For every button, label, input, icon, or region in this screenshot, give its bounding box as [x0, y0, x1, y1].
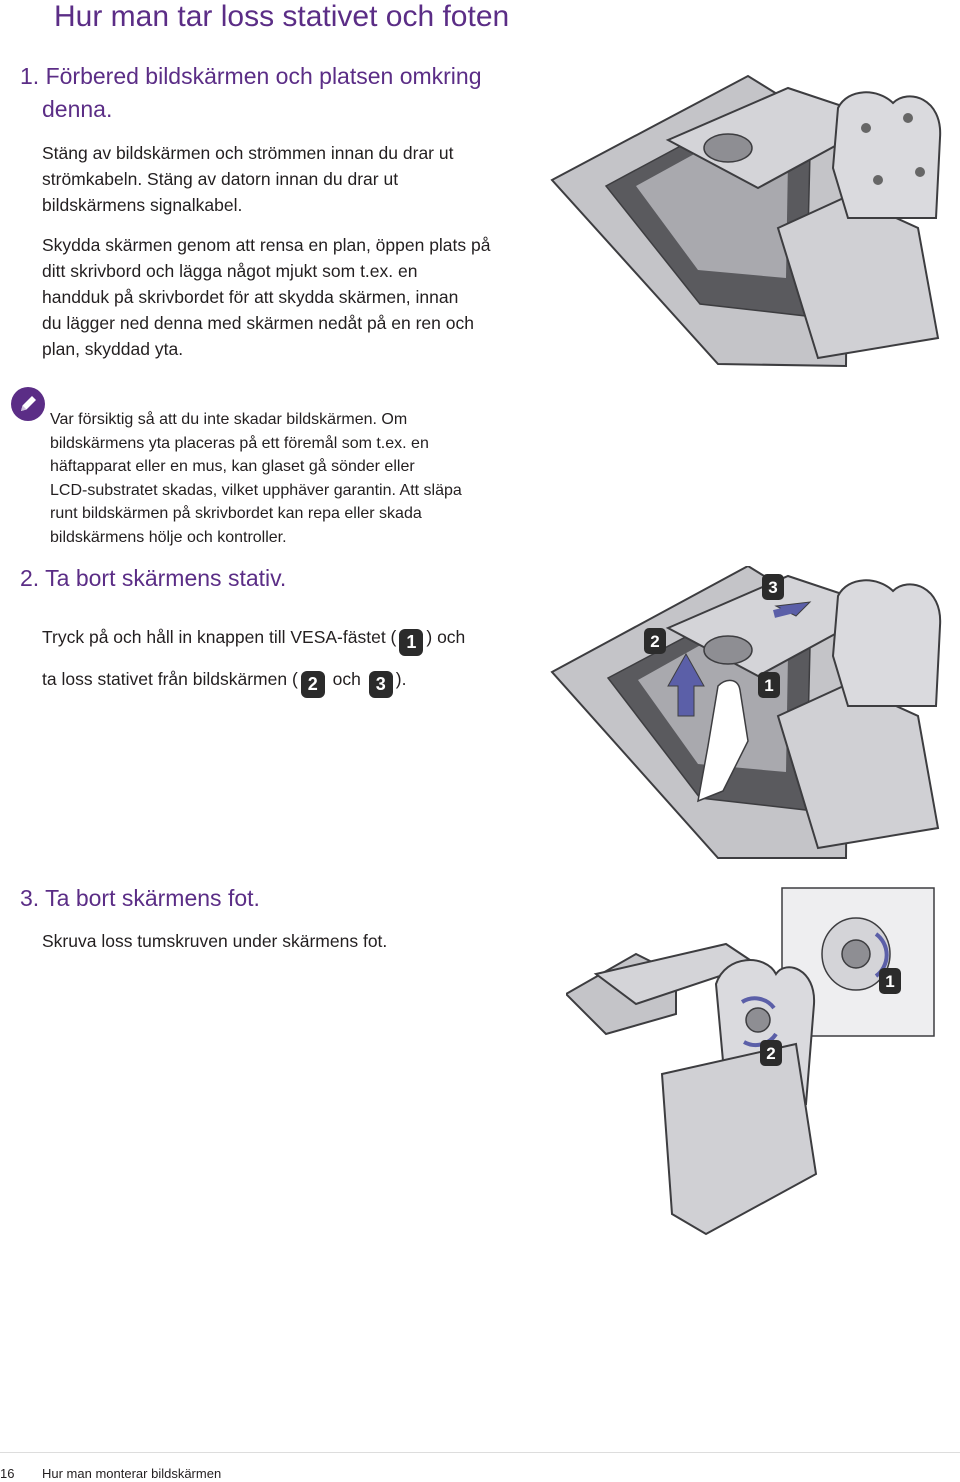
note-line: runt bildskärmen på skrivbordet kan repa eller skada [50, 505, 422, 522]
step3-heading: 3. Ta bort skärmens fot. [20, 885, 260, 911]
note-line: häftapparat eller en mus, kan glaset gå sönder eller [50, 458, 415, 475]
step1-heading [20, 60, 560, 126]
footer-divider [0, 1452, 960, 1453]
note-line: bildskärmens yta placeras på ett föremål som t.ex. en [50, 434, 429, 452]
step1-para1-line: strömkabeln. Stäng av datorn innan du drar ut [42, 169, 399, 189]
page-number: 16 [0, 1466, 15, 1481]
step2-instructions [42, 616, 582, 700]
step1-para1 [42, 140, 562, 218]
step3-text: Skruva loss tumskruven under skärmens fot. [42, 931, 388, 951]
note-line: Var försiktig så att du inte skadar bildskärmen. Om [50, 411, 408, 428]
badge-1: 1 [399, 629, 423, 656]
footer-section: Hur man monterar bildskärmen [42, 1466, 222, 1481]
step2-line1-text-end: ) och [426, 627, 466, 647]
figure3-label-2: 2 [766, 1044, 776, 1063]
pencil-icon [10, 386, 46, 422]
page-title: Hur man tar loss stativet och foten [54, 0, 510, 33]
step1-para1-line: bildskärmens signalkabel. [42, 195, 243, 215]
note-line: LCD-substratet skadas, vilket upphäver garantin. Att släpa [50, 481, 462, 499]
figure2-label-1: 1 [764, 676, 774, 695]
step2-line1-text: Tryck på och håll in knappen till VESA-fästet ( [42, 627, 397, 647]
figure3-label-1: 1 [885, 972, 895, 991]
step1-heading-line2: denna. [42, 96, 113, 122]
step1-para2-line: ditt skrivbord och lägga något mjukt som t.ex. en [42, 261, 418, 281]
step1-para2 [42, 232, 562, 362]
step1-para2-line: du lägger ned denna med skärmen nedåt på en ren och [42, 313, 474, 333]
step2-line2-text: ta loss stativet från bildskärmen ( [42, 669, 298, 689]
badge-2: 2 [301, 671, 325, 698]
step2-line2-mid: och [327, 669, 366, 689]
remove-stand-figure [548, 566, 958, 866]
remove-base-figure [566, 884, 958, 1244]
step1-para1-line: Stäng av bildskärmen och strömmen innan du drar ut [42, 143, 454, 163]
step1-para2-line: plan, skyddad yta. [42, 339, 184, 359]
step2-line1 [42, 616, 582, 658]
step1-heading-line1: 1. Förbered bildskärmen och platsen omkring [20, 63, 482, 89]
step1-para2-line: Skydda skärmen genom att rensa en plan, öppen plats på [42, 235, 491, 255]
step2-heading: 2. Ta bort skärmens stativ. [20, 565, 287, 591]
monitor-stand-figure [548, 68, 958, 368]
step1-para2-line: handduk på skrivbordet för att skydda skärmen, innan [42, 287, 459, 307]
caution-note [50, 408, 570, 549]
step2-line2 [42, 658, 582, 700]
figure2-label-2: 2 [650, 632, 660, 651]
note-line: bildskärmens hölje och kontroller. [50, 528, 287, 546]
step2-line2-text-end: ). [395, 669, 407, 689]
figure2-label-3: 3 [768, 578, 778, 597]
badge-3: 3 [369, 671, 393, 698]
